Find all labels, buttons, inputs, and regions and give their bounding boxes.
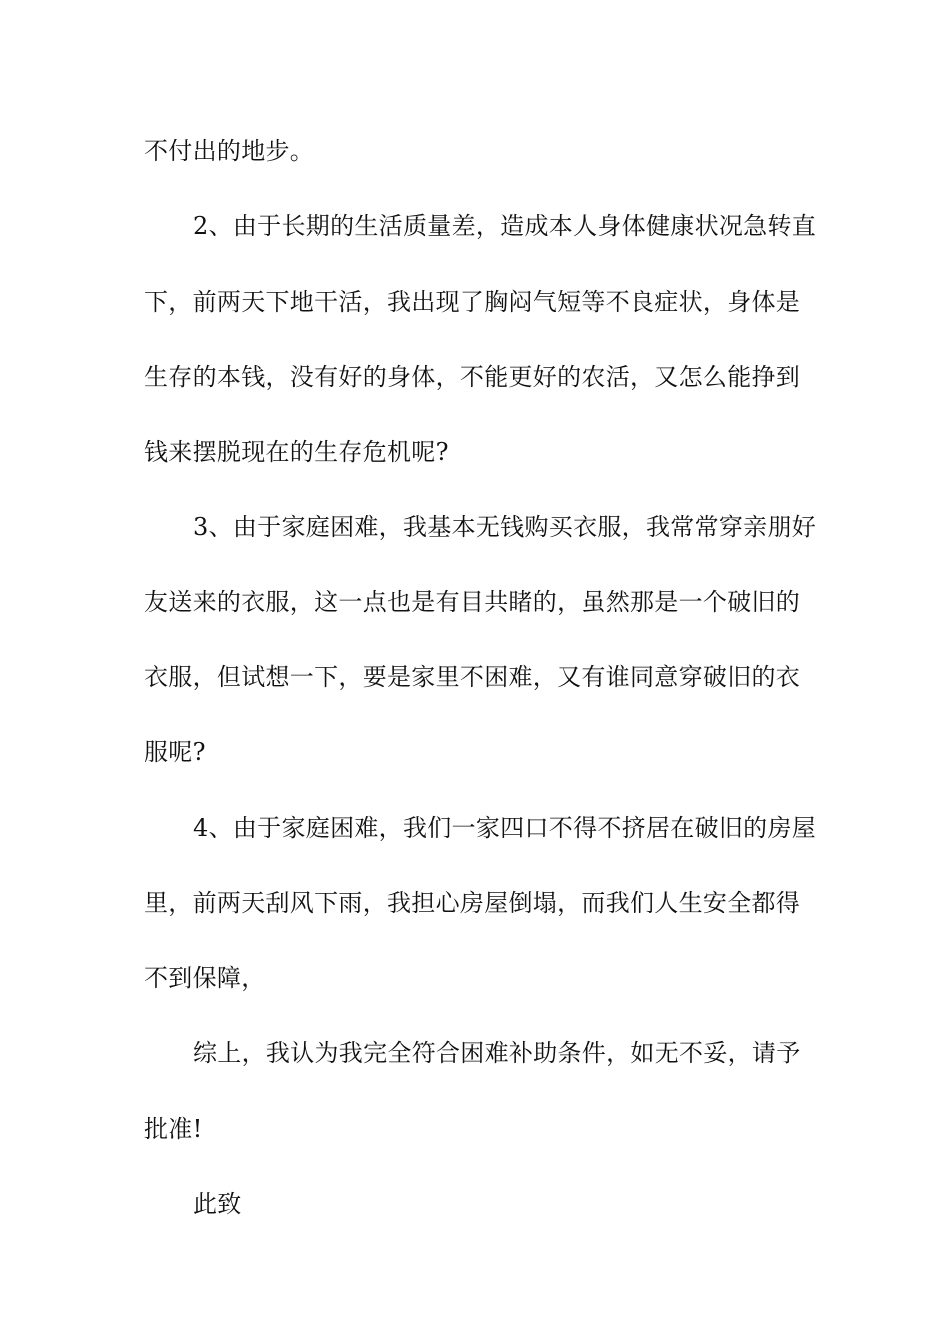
paragraph-2-line-2: 下，前两天下地干活，我出现了胸闷气短等不良症状，身体是 bbox=[144, 288, 801, 316]
paragraph-4-line-1: 4、由于家庭困难，我们一家四口不得不挤居在破旧的房屋 bbox=[193, 814, 817, 842]
paragraph-2-line-1: 2、由于长期的生活质量差，造成本人身体健康状况急转直 bbox=[193, 212, 817, 240]
paragraph-2-line-3: 生存的本钱，没有好的身体，不能更好的农活，又怎么能挣到 bbox=[144, 363, 801, 391]
paragraph-4-line-3: 不到保障， bbox=[144, 964, 266, 992]
paragraph-3-line-1: 3、由于家庭困难，我基本无钱购买衣服，我常常穿亲朋好 bbox=[193, 513, 817, 541]
closing-salutation: 此致 bbox=[193, 1190, 242, 1218]
text-line-1: 不付出的地步。 bbox=[144, 137, 315, 165]
conclusion-line-2: 批准! bbox=[144, 1115, 203, 1143]
paragraph-3-line-3: 衣服，但试想一下，要是家里不困难，又有谁同意穿破旧的衣 bbox=[144, 663, 801, 691]
paragraph-2-line-4: 钱来摆脱现在的生存危机呢? bbox=[144, 438, 449, 466]
conclusion-line-1: 综上，我认为我完全符合困难补助条件，如无不妥，请予 bbox=[193, 1039, 801, 1067]
paragraph-3-line-2: 友送来的衣服，这一点也是有目共睹的，虽然那是一个破旧的 bbox=[144, 588, 801, 616]
paragraph-3-line-4: 服呢? bbox=[144, 738, 206, 766]
paragraph-4-line-2: 里，前两天刮风下雨，我担心房屋倒塌，而我们人生安全都得 bbox=[144, 889, 801, 917]
